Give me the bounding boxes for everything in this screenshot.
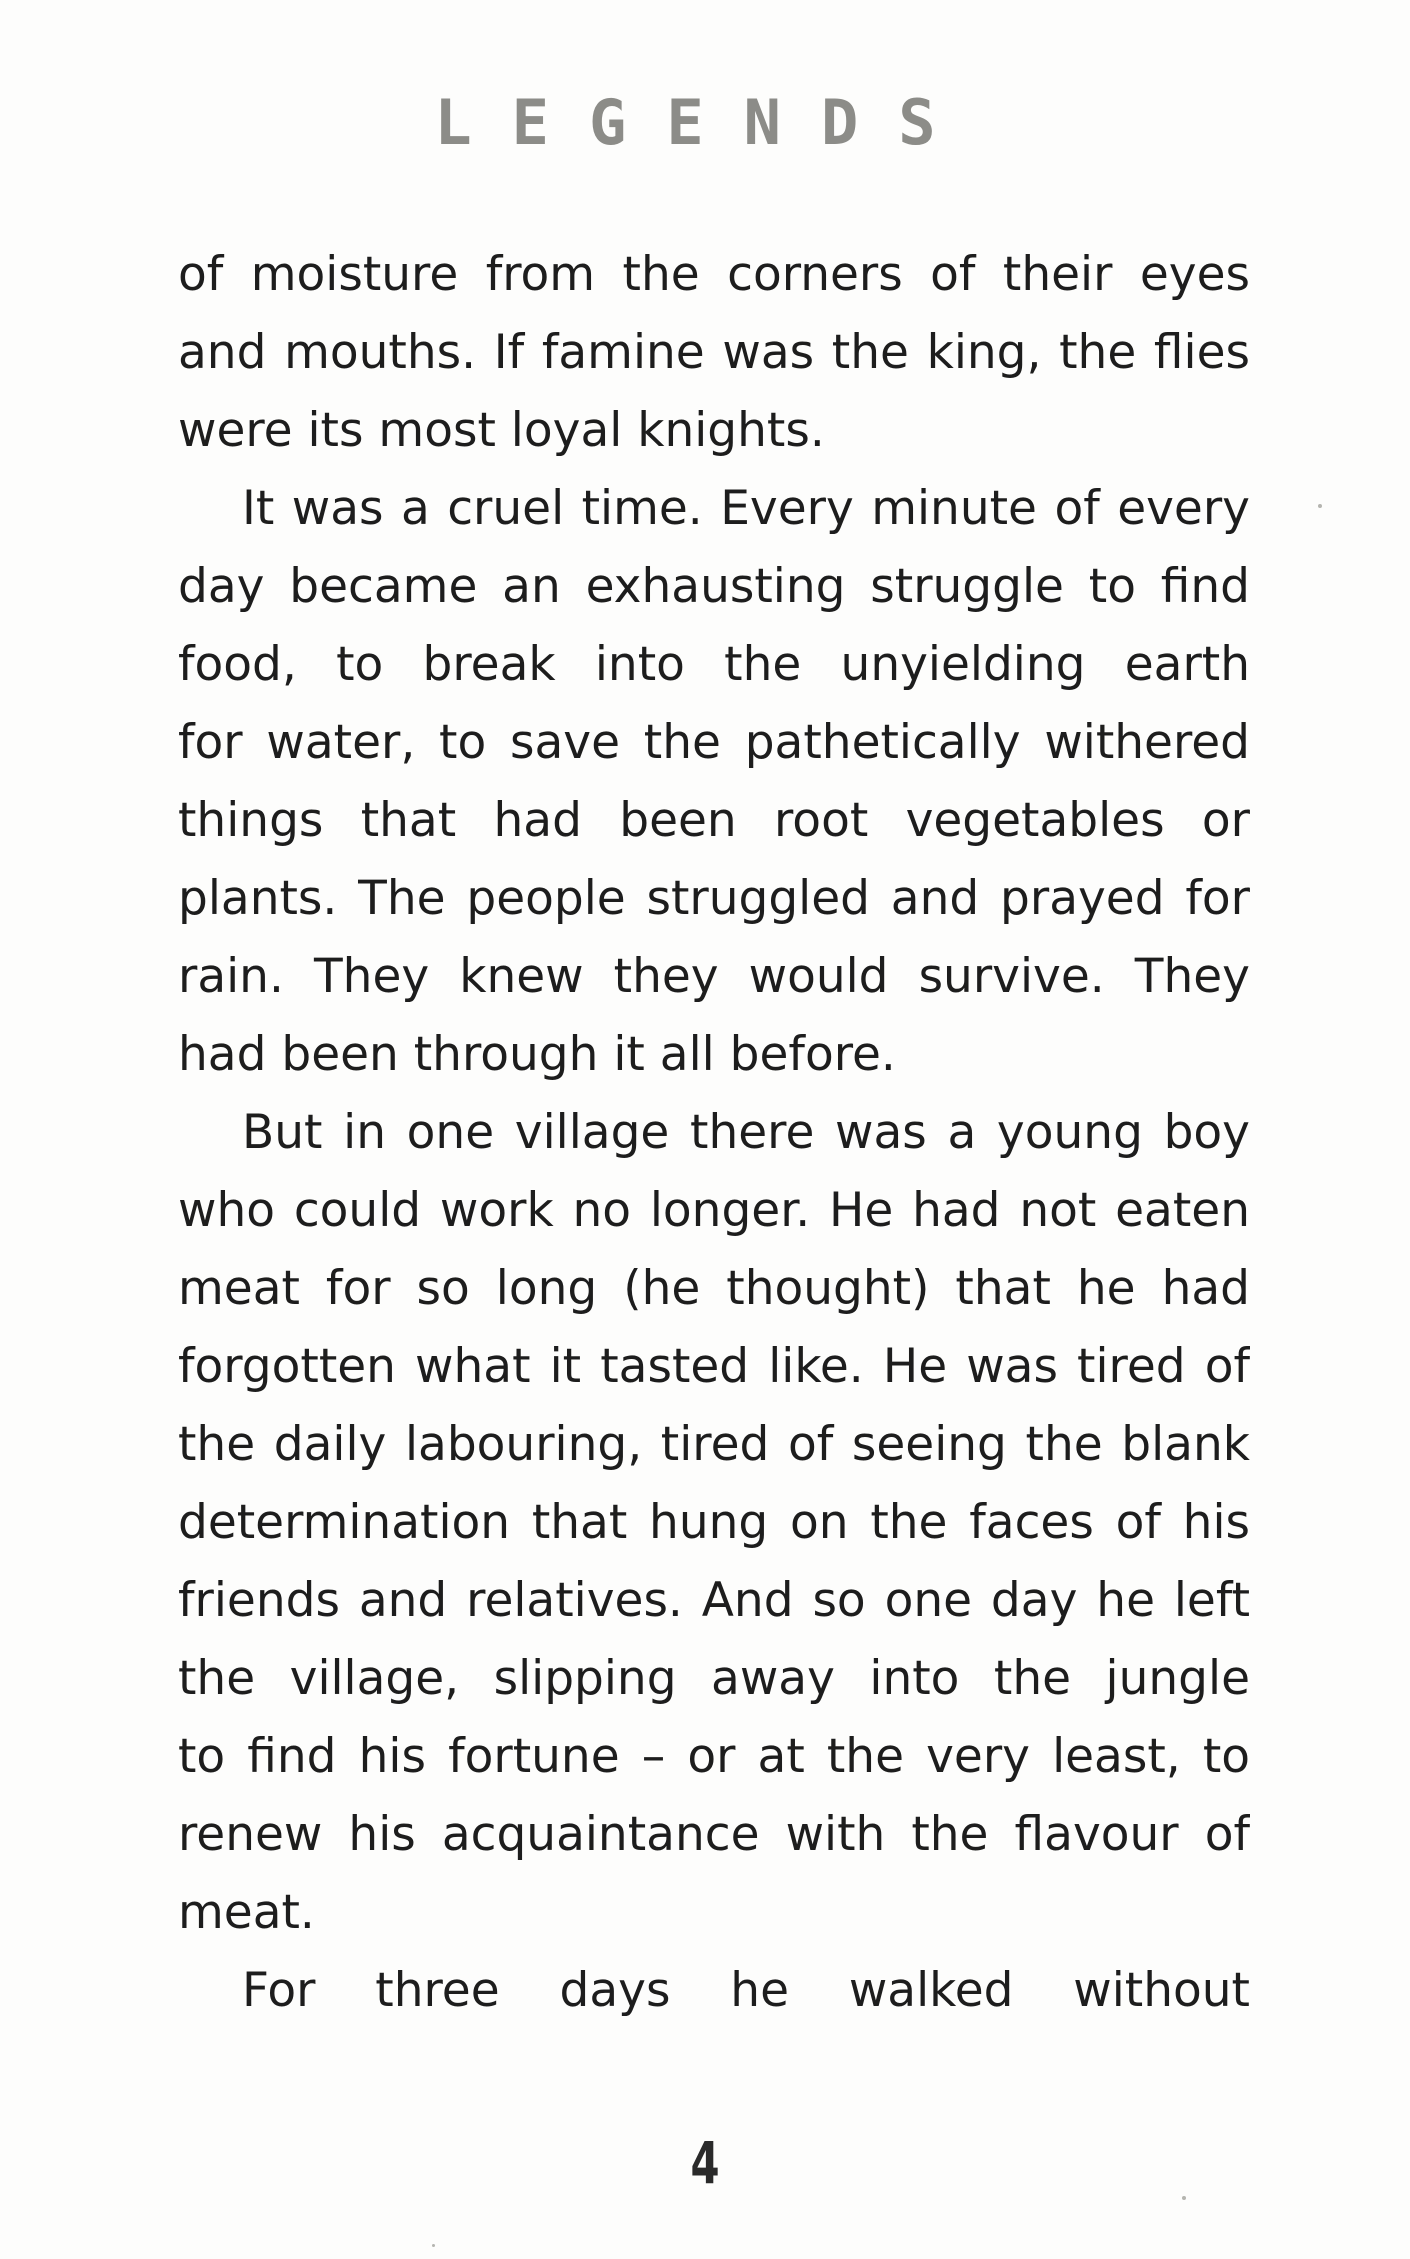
text-line: rain. They knew they would survive. They <box>178 949 1250 1004</box>
text-line: friends and relatives. And so one day he left <box>178 1573 1250 1628</box>
text-line: who could work no longer. He had not eaten <box>178 1183 1250 1238</box>
text-line: the daily labouring, tired of seeing the blank <box>178 1417 1250 1472</box>
text-line: renew his acquaintance with the flavour of <box>178 1807 1250 1862</box>
text-line: were its most loyal knights. <box>178 403 825 458</box>
text-line: and mouths. If famine was the king, the flies <box>178 325 1250 380</box>
text-line: day became an exhausting struggle to find <box>178 559 1250 614</box>
paper-speck <box>1318 504 1322 508</box>
body-text <box>178 236 1250 2030</box>
text-line: For three days he walked without <box>242 1963 1250 2018</box>
page-number: 4 <box>690 2129 720 2197</box>
paper-speck <box>1182 2196 1186 2200</box>
text-line: for water, to save the pathetically withered <box>178 715 1250 770</box>
text-line: forgotten what it tasted like. He was tired of <box>178 1339 1250 1394</box>
text-line: meat for so long (he thought) that he had <box>178 1261 1250 1316</box>
text-line: But in one village there was a young boy <box>242 1105 1250 1160</box>
paper-speck <box>432 2244 435 2247</box>
text-line: food, to break into the unyielding earth <box>178 637 1250 692</box>
text-line: plants. The people struggled and prayed for <box>178 871 1250 926</box>
text-line: meat. <box>178 1885 315 1940</box>
text-line: had been through it all before. <box>178 1027 896 1082</box>
text-line: the village, slipping away into the jungle <box>178 1651 1250 1706</box>
text-line: things that had been root vegetables or <box>178 793 1250 848</box>
text-line: It was a cruel time. Every minute of every <box>242 481 1250 536</box>
text-line: of moisture from the corners of their eyes <box>178 247 1250 302</box>
running-head-title: LEGENDS <box>434 86 976 159</box>
text-line: determination that hung on the faces of his <box>178 1495 1250 1550</box>
text-line: to find his fortune – or at the very least, to <box>178 1729 1250 1784</box>
